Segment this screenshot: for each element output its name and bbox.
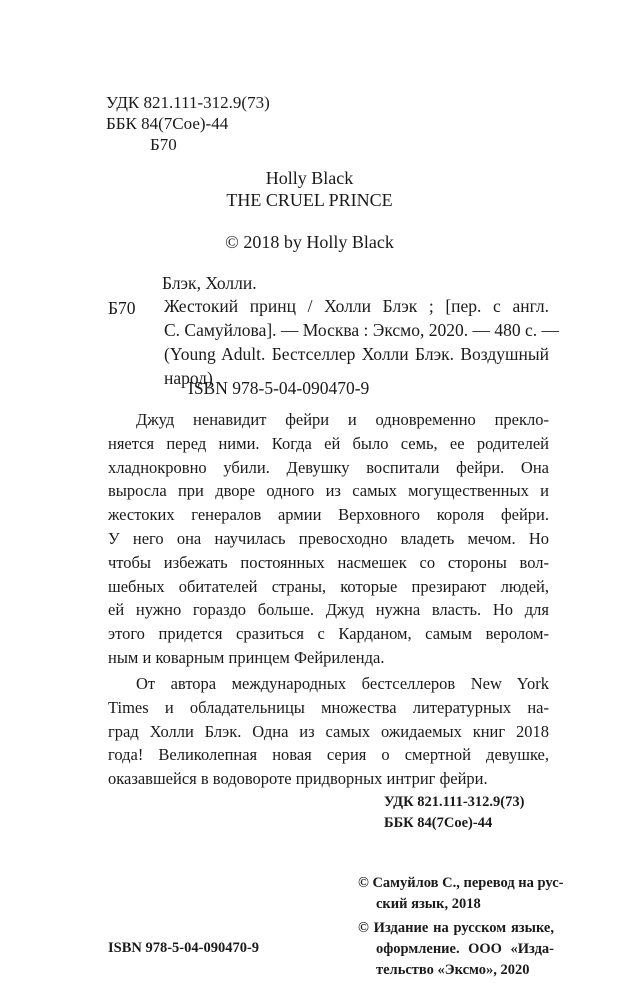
annotation-line: ей нужно гораздо больше. Джуд нужна власть. Но для [108,600,549,620]
rights-line: оформление. ООО «Изда- [376,941,554,957]
footer-udk-code: УДК 821.111-312.9(73) [384,794,525,810]
rights-line: тельство «Эксмо», 2020 [376,962,530,978]
annotation-line: град Холли Блэк. Одна из самых ожидаемых книг 2018 [108,721,549,741]
author-mark: Б70 [150,135,177,154]
rights-line: ский язык, 2018 [376,896,481,912]
annotation-line: Times и обладательницы множества литературных на- [108,697,549,717]
annotation-line: оказавшейся в водовороте придворных интриг фейри. [108,769,488,789]
catalog-heading: Блэк, Холли. [162,273,257,293]
catalog-isbn: ISBN 978-5-04-090470-9 [188,378,370,398]
bbk-code: ББК 84(7Сое)-44 [106,114,229,133]
annotation-line: няется перед ними. Когда ей было семь, ее родителей [108,433,549,453]
annotation-line: От автора международных бестселлеров New York [136,674,549,693]
annotation-line: выросла при дворе одного из самых могущественных и [108,481,549,501]
catalog-line: народ) [164,368,213,388]
annotation-line: хладнокровно убили. Девушку воспитали фейри. Она [108,457,549,477]
catalog-mark: Б70 [108,298,136,318]
annotation-paragraph-2 [108,672,549,791]
rights-edition [358,918,554,981]
annotation-line: жестоких генералов армии Верховного короля фейри. [108,505,549,525]
original-copyright: © 2018 by Holly Black [225,232,394,252]
catalog-line: С. Самуйлова]. — Москва : Эксмо, 2020. — 480 с. — [164,320,560,340]
catalog-line: Жестокий принц / Холли Блэк ; [пер. с англ. [164,296,549,316]
annotation-paragraph-1 [108,408,549,670]
annotation-line: У него она научилась превосходно владеть мечом. Но [108,528,549,548]
original-title: THE CRUEL PRINCE [226,190,393,210]
rights-line: © Издание на русском языке, [358,920,554,936]
annotation-line: года! Великолепная новая серия о смертной девушке, [108,745,549,765]
annotation-line: чтобы избежать постоянных насмешек со стороны вол- [108,552,549,572]
annotation-line: Джуд ненавидит фейри и одновременно прекло- [136,410,549,429]
rights-line: © Самуйлов С., перевод на рус- [358,875,564,891]
catalog-description [164,294,560,390]
udk-code: УДК 821.111-312.9(73) [106,93,270,112]
bottom-isbn: ISBN 978-5-04-090470-9 [108,940,260,956]
footer-bbk-code: ББК 84(7Сое)-44 [384,815,493,831]
rights-translation [358,873,564,915]
annotation-line: этого придется сразиться с Карданом, самым веролом- [108,624,549,644]
original-author: Holly Black [265,168,354,188]
annotation-line: ным и коварным принцем Фейриленда. [108,647,385,667]
annotation-line: шебных обитателей страны, которые презирают людей, [108,576,549,596]
catalog-line: (Young Adult. Бестселлер Холли Блэк. Воздушный [164,344,549,364]
